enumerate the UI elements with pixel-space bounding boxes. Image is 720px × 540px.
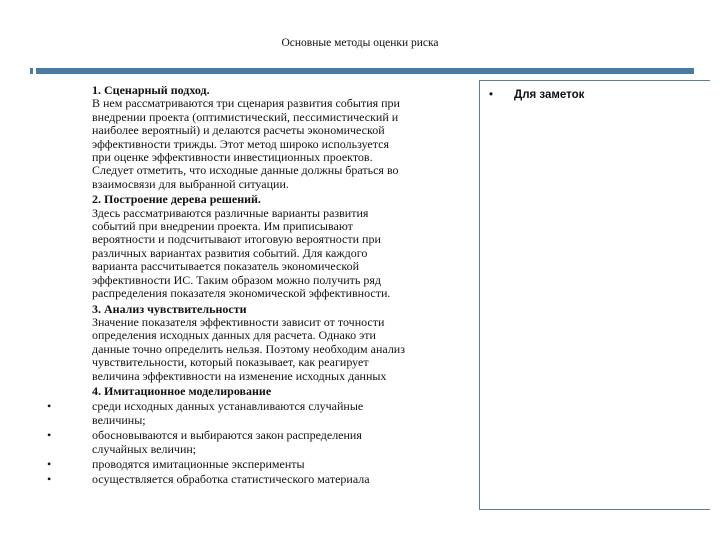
paragraph-line: данные точно определить нельзя. Поэтому необходим анализ	[92, 341, 405, 356]
paragraph-line: эффективности ИС. Таким образом можно получить ряд	[92, 272, 382, 287]
bullet-item	[47, 428, 472, 456]
bullet-line: величины;	[92, 412, 146, 427]
bullet-line: проводятся имитационные эксперименты	[92, 456, 305, 471]
method-section	[92, 193, 472, 300]
bullet-line: обосновываются и выбираются закон распределения	[92, 428, 362, 443]
notes-label: Для заметок	[514, 89, 585, 101]
bullet-icon: •	[47, 456, 52, 471]
paragraph-line: варианта рассчитывается показатель экономической	[92, 259, 360, 274]
bullet-line: случайных величин;	[92, 441, 197, 456]
bullet-line: среди исходных данных устанавливаются случайные	[92, 399, 364, 414]
title-divider-cap	[30, 68, 33, 74]
paragraph-line: В нем рассматриваются три сценария развития события при	[92, 96, 400, 111]
title-divider	[36, 68, 694, 74]
paragraph-line: величина эффективности на изменение исходных данных	[92, 368, 387, 383]
notes-box[interactable]	[479, 80, 710, 510]
bullet-item	[47, 456, 472, 471]
paragraph-line: различных вариантах развития событий. Для каждого	[92, 245, 368, 260]
paragraph-line: распределения показателя экономической эффективности.	[92, 286, 391, 301]
bullet-icon: •	[47, 399, 52, 414]
paragraph-line: Здесь рассматриваются различные варианты развития	[92, 205, 369, 220]
section-heading: 2. Построение дерева решений.	[92, 192, 261, 207]
paragraph-line: вероятности и подсчитывают итоговую вероятности при	[92, 232, 381, 247]
bullet-icon: •	[47, 472, 52, 487]
bullet-icon: •	[47, 428, 52, 443]
method-section	[92, 303, 472, 383]
paragraph-line: Значение показателя эффективности зависит от точности	[92, 314, 385, 329]
paragraph-line: взаимосвязи для выбранной ситуации.	[92, 176, 289, 191]
section-heading: 1. Сценарный подход.	[92, 83, 210, 97]
paragraph-line: Следует отметить, что исходные данные должны браться во	[92, 163, 399, 178]
section-heading: 3. Анализ чувствительности	[92, 301, 247, 316]
paragraph-line: эффективности трижды. Этот метод широко используется	[92, 136, 389, 151]
paragraph-line: определения исходных данных для расчета. Однако эти	[92, 328, 376, 343]
section-heading: 4. Имитационное моделирование	[92, 383, 272, 398]
method-section	[92, 385, 472, 398]
paragraph-line: внедрении проекта (оптимистический, пессимистический и	[92, 109, 399, 124]
bullet-item	[47, 472, 472, 487]
slide-title: Основные методы оценки риска	[281, 37, 439, 49]
paragraph-line: наиболее вероятный) и делаются расчеты экономической	[92, 123, 385, 138]
main-content	[47, 82, 472, 487]
method-section	[92, 84, 472, 191]
bullet-item	[47, 399, 472, 427]
bullet-icon: •	[489, 89, 494, 101]
paragraph-line: событий при внедрении проекта. Им приписывают	[92, 219, 353, 234]
paragraph-line: чувствительности, который показывает, как реагирует	[92, 355, 369, 370]
bullet-line: осуществляется обработка статистического материала	[92, 472, 370, 487]
paragraph-line: при оценке эффективности инвестиционных проектов.	[92, 150, 373, 165]
